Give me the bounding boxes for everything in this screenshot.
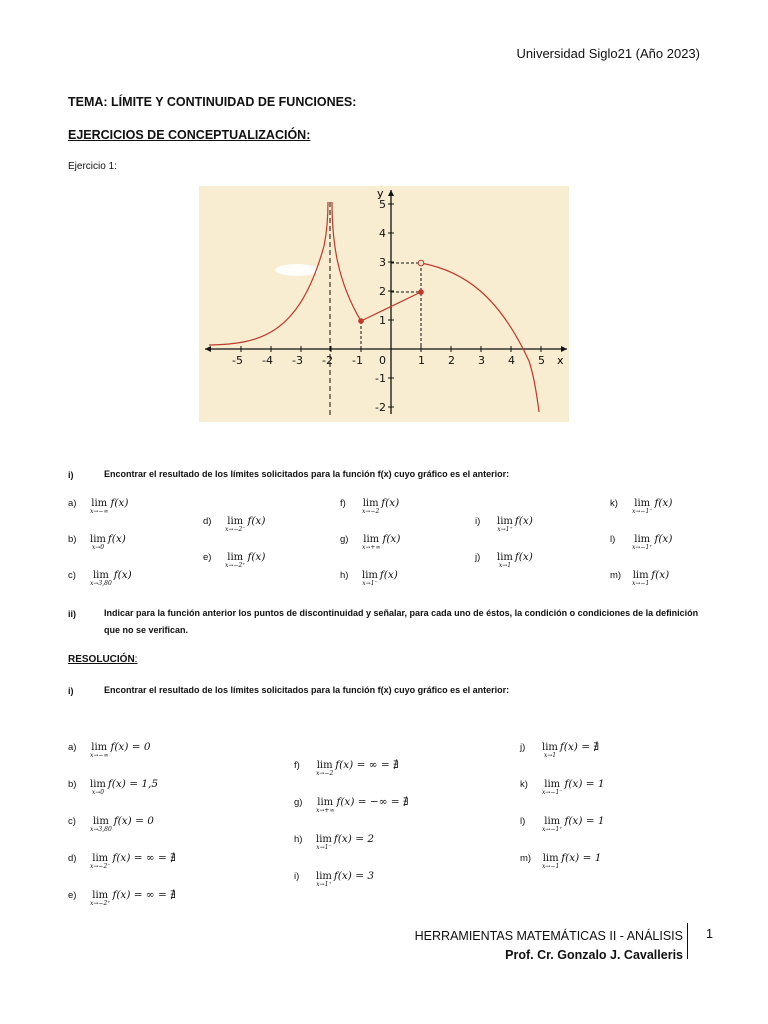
item-label: c): [68, 570, 76, 581]
x-tick-label: 0: [379, 354, 386, 367]
limit-subscript: x→−1: [542, 863, 560, 870]
limit-operator: [90, 854, 110, 870]
answer-c: [68, 815, 154, 833]
limit-expression: f(x) = ∞ = ∄: [335, 759, 399, 771]
section-title: EJERCICIOS DE CONCEPTUALIZACIÓN:: [68, 128, 311, 142]
limit-operator: [90, 571, 112, 587]
limit-operator: [225, 553, 245, 569]
exercise-j: [475, 551, 533, 569]
limit-operator: [362, 499, 379, 515]
exercise-e: [203, 551, 265, 569]
open-point-1-3: [418, 260, 424, 266]
y-tick-label: -1: [375, 372, 386, 385]
limit-expression: f(x): [382, 533, 401, 545]
limit-subscript: x→1: [498, 562, 512, 569]
lim-word: lim: [544, 816, 561, 827]
y-tick-labels: [375, 198, 386, 414]
x-tick-label: 4: [508, 354, 515, 367]
limit-operator: [362, 535, 380, 551]
resolution-question-text: Encontrar el resultado de los límites solicitados para la función f(x) cuyo gráfico es el anterior:: [104, 685, 510, 695]
limit-expression: f(x): [514, 515, 533, 527]
limit-subscript: x→3,80: [90, 580, 112, 587]
function-graph: [199, 186, 569, 422]
lim-word: lim: [632, 570, 649, 581]
answer-g: [294, 796, 409, 814]
limit-operator: [90, 535, 106, 551]
limit-operator: [632, 535, 652, 551]
exercise-c: [68, 569, 132, 587]
limit-operator: [316, 872, 332, 888]
limit-subscript: x→0: [91, 789, 105, 796]
limit-expression: f(x) = 3: [333, 870, 375, 882]
item-label: d): [68, 853, 77, 864]
lim-word: lim: [90, 534, 106, 545]
lim-word: lim: [91, 742, 108, 753]
item-label: i): [294, 871, 300, 882]
item-label: m): [520, 853, 532, 864]
curve-right-branch: [421, 263, 539, 412]
limit-subscript: x→−2: [362, 508, 380, 515]
x-tick-label: -2: [322, 354, 333, 367]
limit-expression: f(x): [110, 497, 129, 509]
limit-expression: f(x): [654, 533, 673, 545]
x-tick-label: 2: [448, 354, 455, 367]
exercise-k: [610, 497, 672, 515]
item-label: h): [340, 570, 349, 581]
exercise-g: [340, 533, 400, 551]
item-label: d): [203, 516, 212, 527]
lim-word: lim: [91, 498, 108, 509]
limit-operator: [497, 517, 513, 533]
limit-subscript: x→1: [543, 752, 557, 759]
lim-word: lim: [92, 570, 109, 581]
limit-operator: [497, 553, 513, 569]
limit-subscript: x→−1: [632, 580, 650, 587]
answer-h: [294, 833, 374, 851]
resolution-question-number: i): [68, 686, 74, 696]
item-label: c): [68, 816, 76, 827]
item-label: k): [610, 498, 618, 509]
limit-expression: f(x) = 1: [564, 778, 605, 790]
topic-title: TEMA: LÍMITE Y CONTINUIDAD DE FUNCIONES:: [68, 95, 357, 109]
item-label: e): [68, 890, 77, 901]
graph-smudge: [275, 264, 319, 276]
limit-expression: f(x): [247, 515, 266, 527]
limit-expression: f(x) = 1,5: [107, 778, 159, 790]
footer-professor: Prof. Cr. Gonzalo J. Cavalleris: [505, 948, 683, 962]
exercise-m: [610, 569, 669, 587]
limit-subscript: x→0: [91, 544, 105, 551]
lim-word: lim: [316, 834, 332, 845]
limit-subscript: x→−2⁻: [90, 863, 111, 870]
question-2-number: ii): [68, 609, 76, 619]
x-axis-arrow-right: [561, 346, 567, 352]
lim-word: lim: [363, 534, 380, 545]
lim-word: lim: [497, 516, 513, 527]
item-label: b): [68, 534, 77, 545]
item-label: f): [340, 498, 346, 509]
limit-expression: f(x) = −∞ = ∄: [336, 796, 409, 808]
item-label: g): [294, 797, 303, 808]
limit-subscript: x→−2⁻: [225, 526, 246, 533]
resolution-title: RESOLUCIÓN:: [68, 654, 138, 665]
lim-word: lim: [542, 742, 558, 753]
limit-operator: [316, 761, 333, 777]
item-label: i): [475, 516, 481, 527]
lim-word: lim: [542, 853, 559, 864]
limit-operator: [90, 499, 108, 515]
limit-subscript: x→−1⁺: [632, 544, 653, 551]
x-tick-label: -5: [232, 354, 243, 367]
item-label: k): [520, 779, 528, 790]
exercise-label: Ejercicio 1:: [68, 161, 117, 172]
question-2-text: Indicar para la función anterior los puntos de discontinuidad y señalar, para cada uno de éstos, la condición o condiciones de la definición que no se verifican.: [104, 608, 699, 635]
x-tick-label: -3: [292, 354, 303, 367]
y-tick-label: 1: [379, 314, 386, 327]
limit-subscript: x→−∞: [90, 508, 109, 515]
answer-d: [68, 852, 176, 870]
y-axis-arrow: [388, 190, 394, 196]
y-axis-name: y: [377, 187, 384, 200]
lim-word: lim: [497, 552, 513, 563]
closed-point-minus1-1: [358, 318, 364, 324]
limit-expression: f(x) = 2: [333, 833, 375, 845]
y-tick-label: -2: [375, 401, 386, 414]
limit-subscript: x→−2⁺: [225, 562, 246, 569]
limit-subscript: x→−2: [316, 770, 334, 777]
answer-a: [68, 741, 151, 759]
lim-word: lim: [544, 779, 561, 790]
item-label: j): [475, 552, 481, 563]
page-number: 1: [706, 927, 713, 941]
lim-word: lim: [634, 498, 651, 509]
y-tick-label: 4: [379, 227, 386, 240]
lim-word: lim: [362, 498, 379, 509]
lim-word: lim: [227, 516, 244, 527]
limit-expression: f(x): [247, 551, 266, 563]
item-label: g): [340, 534, 349, 545]
answer-m: [520, 852, 601, 870]
y-tick-label: 5: [379, 198, 386, 211]
exercise-i: [475, 515, 533, 533]
limit-operator: [90, 891, 110, 907]
answer-i: [294, 870, 374, 888]
limit-subscript: x→−1⁻: [542, 789, 563, 796]
limit-subscript: x→−∞: [90, 752, 109, 759]
item-label: a): [68, 498, 77, 509]
item-label: h): [294, 834, 303, 845]
limit-operator: [542, 743, 558, 759]
exercise-d: [203, 515, 265, 533]
item-label: f): [294, 760, 300, 771]
y-tick-label: 2: [379, 285, 386, 298]
x-tick-label: -1: [352, 354, 363, 367]
limit-expression: f(x) = ∞ = ∄: [112, 889, 176, 901]
limit-expression: f(x) = 0: [110, 741, 151, 753]
exercise-a: [68, 497, 128, 515]
limit-subscript: x→1⁻: [362, 580, 378, 587]
limit-subscript: x→+∞: [316, 807, 335, 814]
item-label: m): [610, 570, 622, 581]
x-tick-labels: [232, 354, 545, 367]
exercise-f: [340, 497, 399, 515]
item-label: l): [610, 534, 616, 545]
answer-k: [520, 778, 605, 796]
exercise-h: [340, 569, 398, 587]
x-axis-arrow-left: [205, 346, 211, 352]
limit-expression: f(x): [514, 551, 533, 563]
lim-word: lim: [92, 890, 109, 901]
limit-operator: [632, 571, 649, 587]
limit-expression: f(x): [379, 569, 398, 581]
question-1-text: Encontrar el resultado de los límites solicitados para la función f(x) cuyo gráfico es el anterior:: [104, 469, 510, 479]
limit-subscript: x→−2⁺: [90, 900, 111, 907]
lim-word: lim: [316, 871, 332, 882]
limit-expression: f(x): [651, 569, 670, 581]
limit-operator: [362, 571, 378, 587]
exercise-b: [68, 533, 126, 551]
answer-l: [520, 815, 605, 833]
question-1-number: i): [68, 470, 74, 480]
answer-f: [294, 759, 399, 777]
footer-course: HERRAMIENTAS MATEMÁTICAS II - ANÁLISIS: [414, 929, 683, 943]
lim-word: lim: [362, 570, 378, 581]
answer-j: [520, 741, 599, 759]
item-label: e): [203, 552, 212, 563]
closed-point-1-2: [418, 289, 424, 295]
limit-expression: f(x): [107, 533, 126, 545]
y-tick-label: 3: [379, 256, 386, 269]
x-tick-label: 1: [418, 354, 425, 367]
x-axis-name: x: [557, 354, 564, 367]
limit-subscript: x→1⁻: [316, 844, 332, 851]
limit-expression: f(x): [113, 569, 132, 581]
limit-expression: f(x): [654, 497, 673, 509]
limit-operator: [316, 798, 334, 814]
lim-word: lim: [316, 760, 333, 771]
university-header: Universidad Siglo21 (Año 2023): [516, 46, 700, 61]
limit-expression: f(x) = 1: [561, 852, 602, 864]
x-tick-label: 5: [538, 354, 545, 367]
limit-expression: f(x) = ∄: [559, 741, 600, 753]
limit-subscript: x→−1⁻: [632, 508, 653, 515]
item-label: b): [68, 779, 77, 790]
limit-expression: f(x): [381, 497, 400, 509]
answer-b: [68, 778, 158, 796]
lim-word: lim: [92, 853, 109, 864]
footer: [415, 927, 683, 965]
limit-subscript: x→1⁺: [497, 526, 513, 533]
limit-subscript: x→+∞: [362, 544, 381, 551]
x-tick-label: 3: [478, 354, 485, 367]
lim-word: lim: [92, 816, 109, 827]
limit-expression: f(x) = 0: [113, 815, 154, 827]
footer-divider: [687, 923, 688, 959]
x-tick-label: -4: [262, 354, 273, 367]
item-label: a): [68, 742, 77, 753]
answer-e: [68, 889, 176, 907]
limit-operator: [90, 780, 106, 796]
curve-middle-branch: [332, 202, 361, 321]
limit-operator: [542, 780, 562, 796]
function-graph-svg: [199, 186, 569, 422]
lim-word: lim: [227, 552, 244, 563]
limit-operator: [90, 743, 108, 759]
lim-word: lim: [317, 797, 334, 808]
limit-operator: [542, 817, 562, 833]
limit-operator: [632, 499, 652, 515]
limit-subscript: x→1⁺: [316, 881, 332, 888]
lim-word: lim: [90, 779, 106, 790]
item-label: l): [520, 816, 526, 827]
limit-subscript: x→3,80: [90, 826, 112, 833]
lim-word: lim: [634, 534, 651, 545]
item-label: j): [520, 742, 526, 753]
limit-expression: f(x) = ∞ = ∄: [112, 852, 176, 864]
limit-operator: [90, 817, 112, 833]
limit-subscript: x→−1⁺: [542, 826, 563, 833]
exercise-l: [610, 533, 672, 551]
limit-operator: [316, 835, 332, 851]
limit-operator: [542, 854, 559, 870]
limit-operator: [225, 517, 245, 533]
limit-expression: f(x) = 1: [564, 815, 605, 827]
